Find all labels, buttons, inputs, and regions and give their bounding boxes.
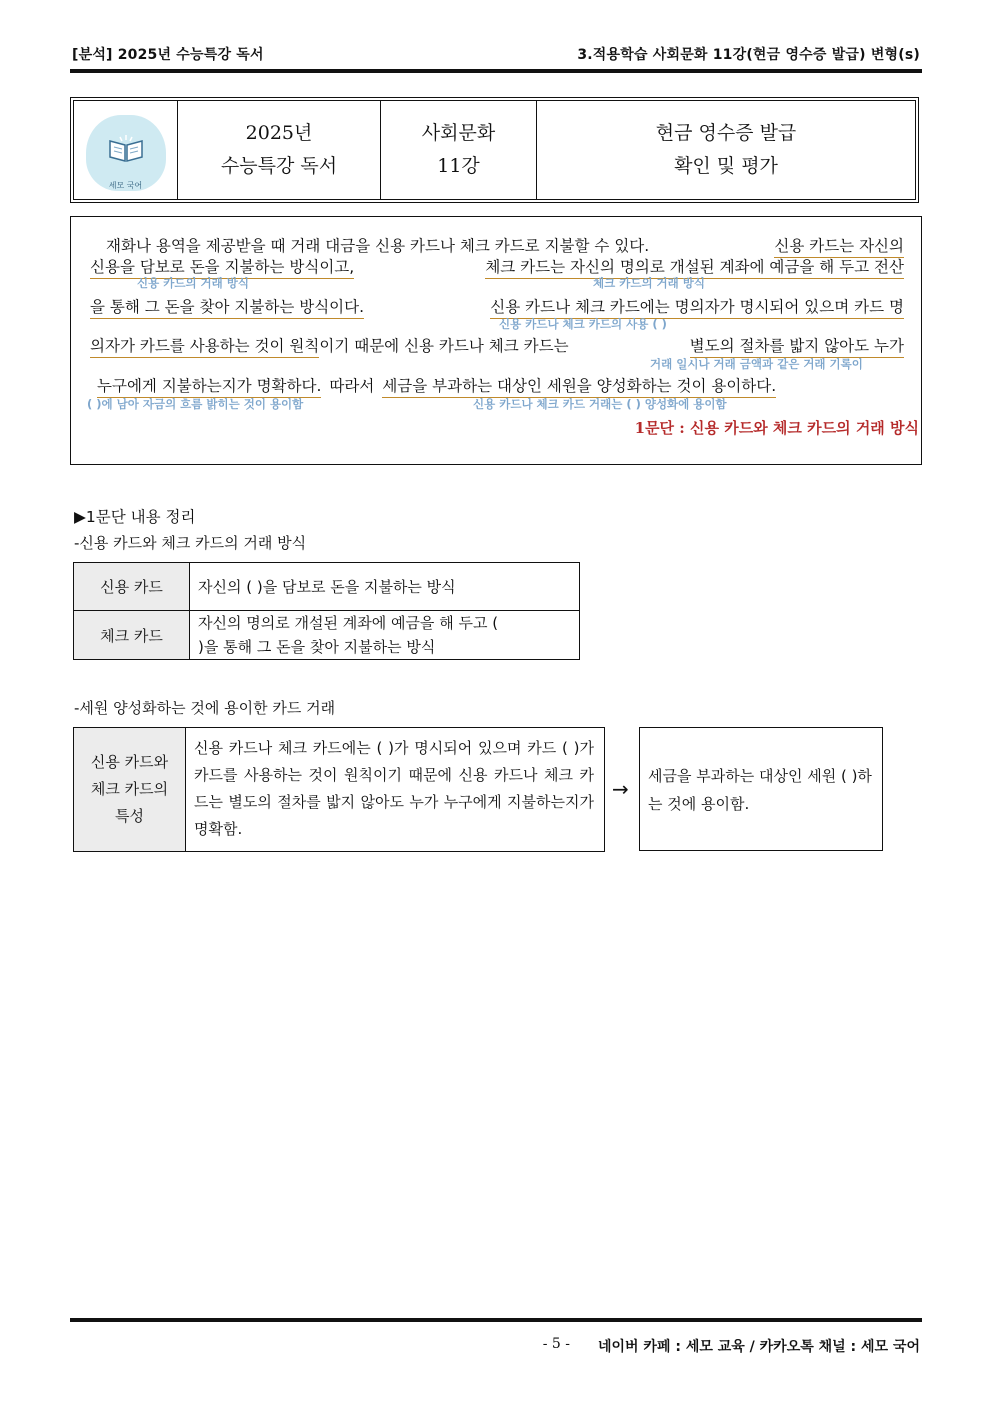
annotation: 거래 일시나 거래 금액과 같은 거래 기록이	[650, 357, 863, 371]
subsection-title-2: -세원 양성화하는 것에 용이한 카드 거래	[74, 699, 336, 717]
table-row	[74, 611, 580, 660]
table-head-line: 체크 카드의	[90, 780, 169, 798]
passage-underlined: 신용 카드나 체크 카드에는 명의자가 명시되어 있으며 카드 명	[490, 295, 904, 319]
passage-underlined: 을 통해 그 돈을 찾아 지불하는 방식이다.	[90, 295, 364, 319]
subsection-title-1: -신용 카드와 체크 카드의 거래 방식	[74, 534, 307, 552]
passage-underlined: 별도의 절차를 밟지 않아도 누가	[690, 334, 904, 358]
passage-line-5	[90, 374, 904, 398]
title-year: 2025년	[245, 122, 313, 144]
title-topic-name: 현금 영수증 발급	[655, 122, 797, 144]
logo-text: 세모 국어	[108, 181, 143, 190]
table-row	[74, 728, 605, 852]
passage-line-4	[90, 334, 904, 358]
header-left: [분석] 2025년 수능특강 독서	[72, 47, 264, 63]
footer	[543, 1336, 920, 1356]
header-rule	[70, 69, 922, 73]
table-head-check: 체크 카드	[74, 611, 190, 660]
annotation: 신용 카드의 거래 방식	[137, 276, 249, 290]
card-method-table	[73, 562, 580, 660]
passage-line-3	[90, 295, 904, 319]
annotation: 신용 카드나 체크 카드 거래는 ( ) 양성화에 용이함	[473, 397, 727, 411]
result-box: 세금을 부과하는 대상인 세원 ( )하는 것에 용이함.	[639, 727, 883, 851]
header-right: 3.적용학습 사회문화 11강(현금 영수증 발급) 변형(s)	[577, 47, 920, 63]
title-topic-type: 확인 및 평가	[674, 155, 778, 177]
passage-underlined: 의자가 카드를 사용하는 것이 원칙	[90, 334, 319, 358]
table-cell-line: )을 통해 그 돈을 찾아 지불하는 방식	[198, 638, 436, 656]
table-row	[74, 563, 580, 611]
table-cell-credit: 자신의 ( )을 담보로 돈을 지불하는 방식	[190, 563, 580, 611]
passage-underlined: 체크 카드는 자신의 명의로 개설된 계좌에 예금을 해 두고 전산	[485, 255, 904, 279]
passage-underlined: 세금을 부과하는 대상인 세원을 양성화하는 것이 용이하다.	[382, 374, 776, 398]
table-head-feature	[74, 728, 186, 852]
passage-underlined: 신용 카드는 자신의	[774, 234, 904, 258]
paragraph-conclusion: 1문단 : 신용 카드와 체크 카드의 거래 방식	[634, 419, 919, 437]
table-head-credit: 신용 카드	[74, 563, 190, 611]
table-cell-feature: 신용 카드나 체크 카드에는 ( )가 명시되어 있으며 카드 ( )가 카드를 사용하는 것이 원칙이기 때문에 신용 카드나 체크 카드는 별도의 절차를 밟지 않아도 누가 누구에게 지불하는지가 명확함.	[186, 728, 605, 852]
title-book	[178, 101, 381, 199]
logo	[86, 107, 166, 193]
title-book-name: 수능특강 독서	[220, 155, 338, 177]
title-box	[70, 97, 919, 203]
passage-text: 재화나 용역을 제공받을 때 거래 대금을 신용 카드나 체크 카드로 지불할 수 있다.	[106, 237, 650, 255]
title-topic	[537, 101, 915, 199]
page-number: - 5 -	[542, 1336, 570, 1352]
passage-text: 이기 때문에 신용 카드나 체크 카드는	[319, 337, 569, 355]
card-feature-table	[73, 727, 605, 852]
title-lesson: 11강	[437, 155, 480, 177]
passage-underlined: 누구에게 지불하는지가 명확하다.	[97, 374, 321, 398]
title-unit	[381, 101, 537, 199]
table-cell-line: 자신의 명의로 개설된 계좌에 예금을 해 두고 (	[198, 614, 499, 632]
annotation: 신용 카드나 체크 카드의 사용 ( )	[499, 317, 667, 331]
book-icon	[108, 135, 144, 163]
table-head-line: 신용 카드와	[90, 753, 169, 771]
passage-text: 따라서	[329, 377, 375, 395]
table-cell-check	[190, 611, 580, 660]
footer-channel: 네이버 카페 : 세모 교육 / 카카오톡 채널 : 세모 국어	[597, 1339, 920, 1355]
arrow-right-icon: →	[612, 777, 629, 801]
table-head-line: 특성	[115, 807, 144, 825]
section-heading: ▶1문단 내용 정리	[74, 508, 196, 526]
footer-rule	[70, 1318, 922, 1322]
annotation: ( )에 남아 자금의 흐름 밝히는 것이 용이함	[87, 397, 304, 411]
passage-box	[70, 216, 922, 465]
logo-cell	[74, 101, 178, 199]
title-subject: 사회문화	[421, 122, 496, 144]
passage-underlined: 신용을 담보로 돈을 지불하는 방식이고,	[90, 255, 354, 279]
annotation: 체크 카드의 거래 방식	[593, 276, 705, 290]
